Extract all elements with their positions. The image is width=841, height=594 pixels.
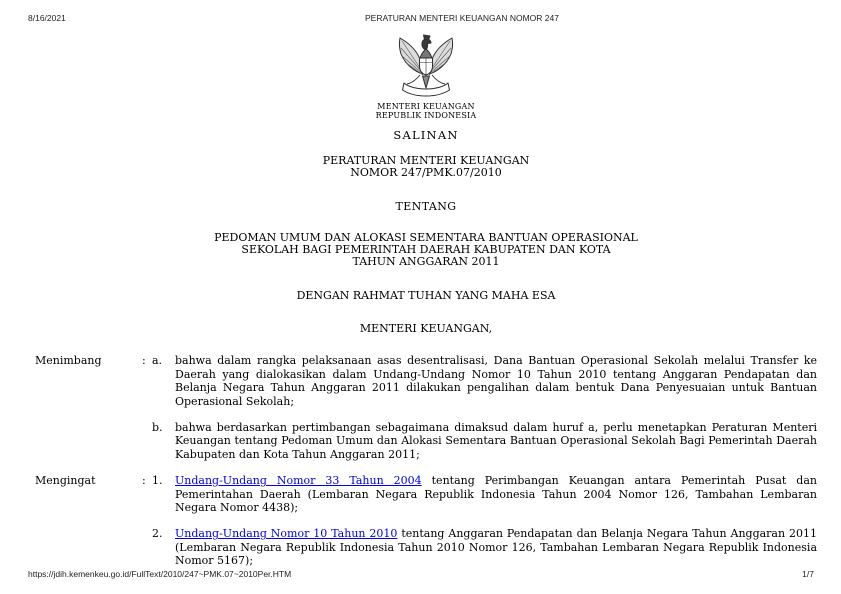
item-marker: a.: [152, 354, 163, 368]
print-date: 8/16/2021: [28, 13, 66, 23]
clause-text-rest: tentang Perimbangan Keuangan antara Pemerintah Pusat dan Pemerintahan Daerah (Lembaran Negara Republik Indonesia Tahun 2004 Nomor 126, Tambahan Lembaran Negara Nomor 4438);: [175, 474, 817, 515]
print-page-number: 1/7: [802, 569, 814, 579]
authority-line: MENTERI KEUANGAN,: [359, 322, 493, 336]
empty-label: [35, 421, 142, 461]
regulation-title-line3: TAHUN ANGGARAN 2011: [352, 254, 500, 268]
print-footer: [28, 569, 814, 579]
document-content: [35, 34, 817, 581]
law-link-uu-33-2004[interactable]: Undang-Undang Nomor 33 Tahun 2004: [175, 474, 422, 488]
considering-label: Menimbang: [35, 354, 102, 368]
preamble-line: DENGAN RAHMAT TUHAN YANG MAHA ESA: [296, 289, 556, 303]
considering-row-a: [35, 354, 817, 408]
print-footer-url: https://jdih.kemenkeu.go.id/FullText/2010/247~PMK.07~2010Per.HTM: [28, 569, 292, 579]
emblem-caption: [35, 102, 817, 120]
tentang-label: TENTANG: [395, 200, 457, 213]
clause-text: [175, 527, 817, 567]
emblem-caption-line2: REPUBLIK INDONESIA: [375, 111, 477, 120]
regulation-number: NOMOR 247/PMK.07/2010: [350, 166, 502, 179]
item-marker: 1.: [152, 474, 163, 488]
emblem-caption-line1: MENTERI KEUANGAN: [377, 102, 475, 111]
law-link-uu-10-2010[interactable]: Undang-Undang Nomor 10 Tahun 2010: [175, 527, 398, 541]
regulation-heading: [35, 155, 817, 179]
empty-colon: [142, 527, 152, 567]
clause-text: bahwa dalam rangka pelaksanaan asas desentralisasi, Dana Bantuan Operasional Sekolah melalui Transfer ke Daerah yang dialokasikan dalam Undang-Undang Nomor 10 Tahun 2010 tentang Anggaran Pendapatan dan Belanja Negara Tahun Anggaran 2011 dilakukan pengalihan dalam bentuk Dana Penyesuaian untuk Bantuan Operasional Sekolah;: [175, 354, 817, 408]
item-marker: 2.: [152, 527, 163, 541]
regulation-title-line2: SEKOLAH BAGI PEMERINTAH DAERAH KABUPATEN DAN KOTA: [241, 242, 611, 256]
print-doc-title: PERATURAN MENTERI KEUANGAN NOMOR 247: [365, 13, 559, 23]
considering-row-b: [35, 421, 817, 461]
regulation-heading-line1: PERATURAN MENTERI KEUANGAN: [322, 154, 530, 167]
empty-colon: [142, 421, 152, 461]
salinan-label: SALINAN: [393, 128, 459, 142]
colon-separator: :: [142, 354, 146, 368]
recalling-row-1: [35, 474, 817, 514]
regulation-title-line1: PEDOMAN UMUM DAN ALOKASI SEMENTARA BANTUAN OPERASIONAL: [214, 231, 638, 244]
garuda-pancasila-icon: [35, 34, 817, 100]
empty-label: [35, 527, 142, 567]
clause-text: bahwa berdasarkan pertimbangan sebagaimana dimaksud dalam huruf a, perlu menetapkan Peraturan Menteri Keuangan tentang Pedoman Umum dan Alokasi Sementara Bantuan Operasional Sekolah Bagi Pemerintah Daerah Kabupaten dan Kota Tahun Anggaran 2011;: [175, 421, 817, 461]
regulation-title: [35, 232, 817, 267]
clause-text-rest: tentang Anggaran Pendapatan dan Belanja Negara Tahun Anggaran 2011 (Lembaran Negara Republik Indonesia Tahun 2010 Nomor 126, Tambahan Lembaran Negara Republik Indonesia Nomor 5167);: [175, 527, 817, 568]
clauses-block: [35, 354, 817, 567]
clause-text: [175, 474, 817, 514]
colon-separator: :: [142, 474, 146, 488]
recalling-row-2: [35, 527, 817, 567]
item-marker: b.: [152, 421, 163, 435]
recalling-label: Mengingat: [35, 474, 96, 488]
emblem-block: [35, 34, 817, 120]
